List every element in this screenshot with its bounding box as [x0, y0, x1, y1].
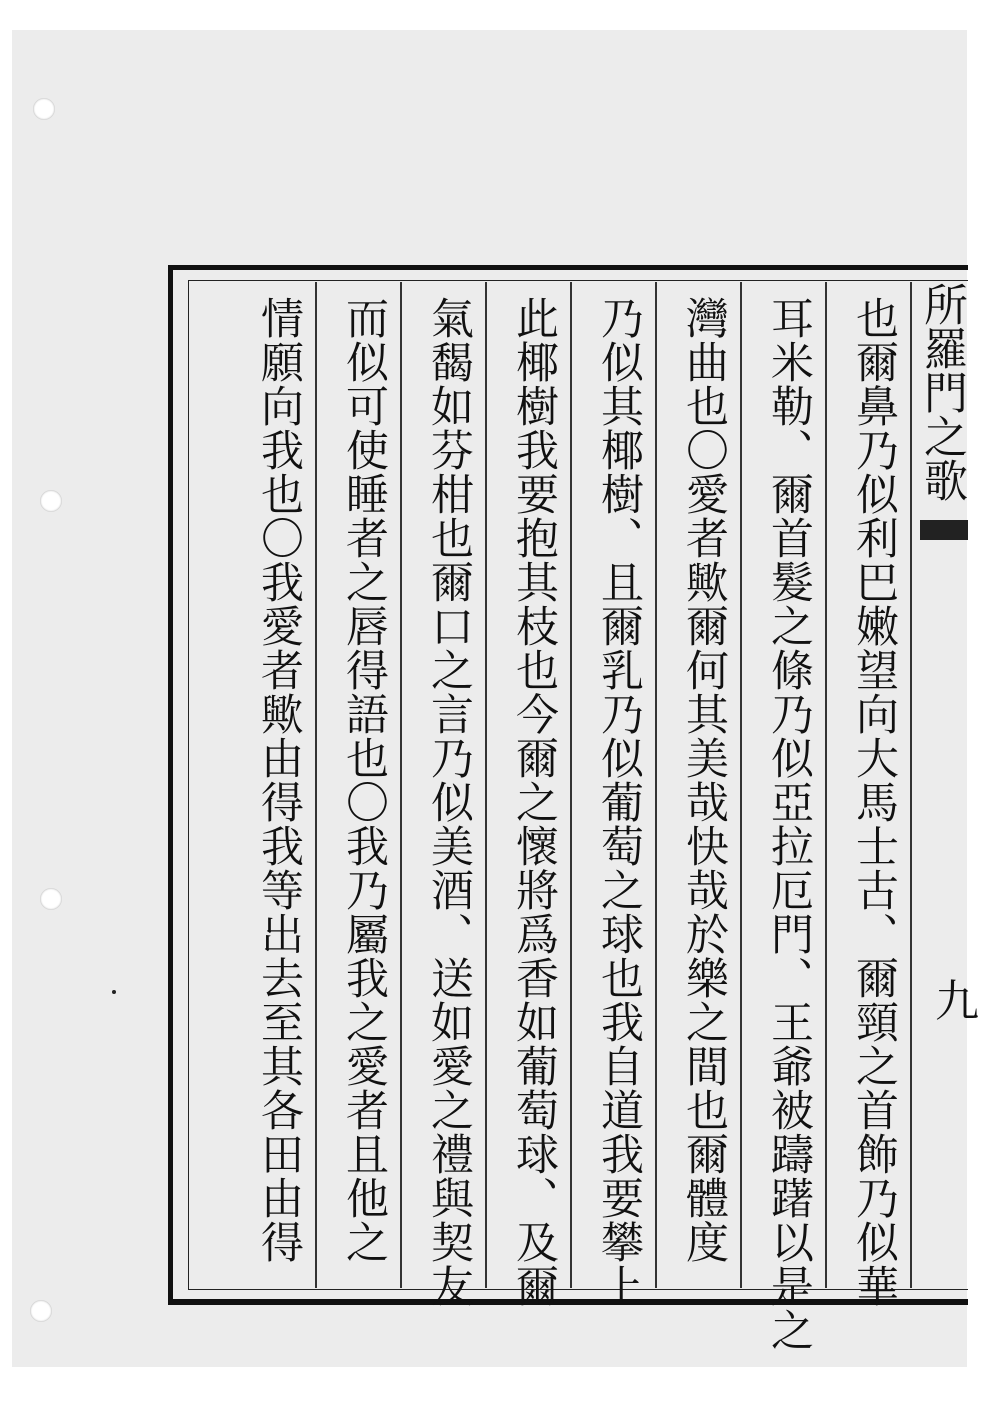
text-column-7: 而似可使睡者之唇得語也〇我乃屬我之愛者且他之 — [339, 296, 389, 1264]
binder-hole — [40, 490, 62, 512]
text-column-5: 此椰樹我要抱其枝也今爾之懷將爲香如葡萄球、及爾 — [509, 296, 559, 1308]
column-rule — [740, 282, 742, 1288]
column-rule — [315, 282, 317, 1288]
text-column-2: 耳米勒、爾首髮之條乃似亞拉厄門、王爺被躊躇以是之 — [764, 296, 814, 1352]
text-column-8: 情願向我也〇我愛者歟由得我等出去至其各田由得 — [254, 296, 304, 1264]
speck — [112, 990, 116, 994]
text-column-1: 也爾鼻乃似利巴嫩望向大馬士古、爾頸之首飾乃似華 — [849, 296, 899, 1308]
binder-hole — [30, 1300, 52, 1322]
page-header-title: 所羅門之歌 — [916, 282, 967, 502]
header-mark — [920, 520, 968, 540]
column-rule — [400, 282, 402, 1288]
column-rule — [910, 282, 912, 1288]
text-column-6: 氣馤如芬柑也爾口之言乃似美酒、送如愛之禮與契友 — [424, 296, 474, 1308]
text-column-3: 灣曲也〇愛者歟爾何其美哉快哉於樂之間也爾體度 — [679, 296, 729, 1264]
column-rule — [570, 282, 572, 1288]
folio-number: 九 — [935, 976, 979, 1027]
binder-hole — [40, 888, 62, 910]
text-column-4: 乃似其椰樹、且爾乳乃似葡萄之球也我自道我要攀上 — [594, 296, 644, 1308]
column-rule — [485, 282, 487, 1288]
column-rule — [655, 282, 657, 1288]
binder-hole — [33, 98, 55, 120]
column-rule — [825, 282, 827, 1288]
